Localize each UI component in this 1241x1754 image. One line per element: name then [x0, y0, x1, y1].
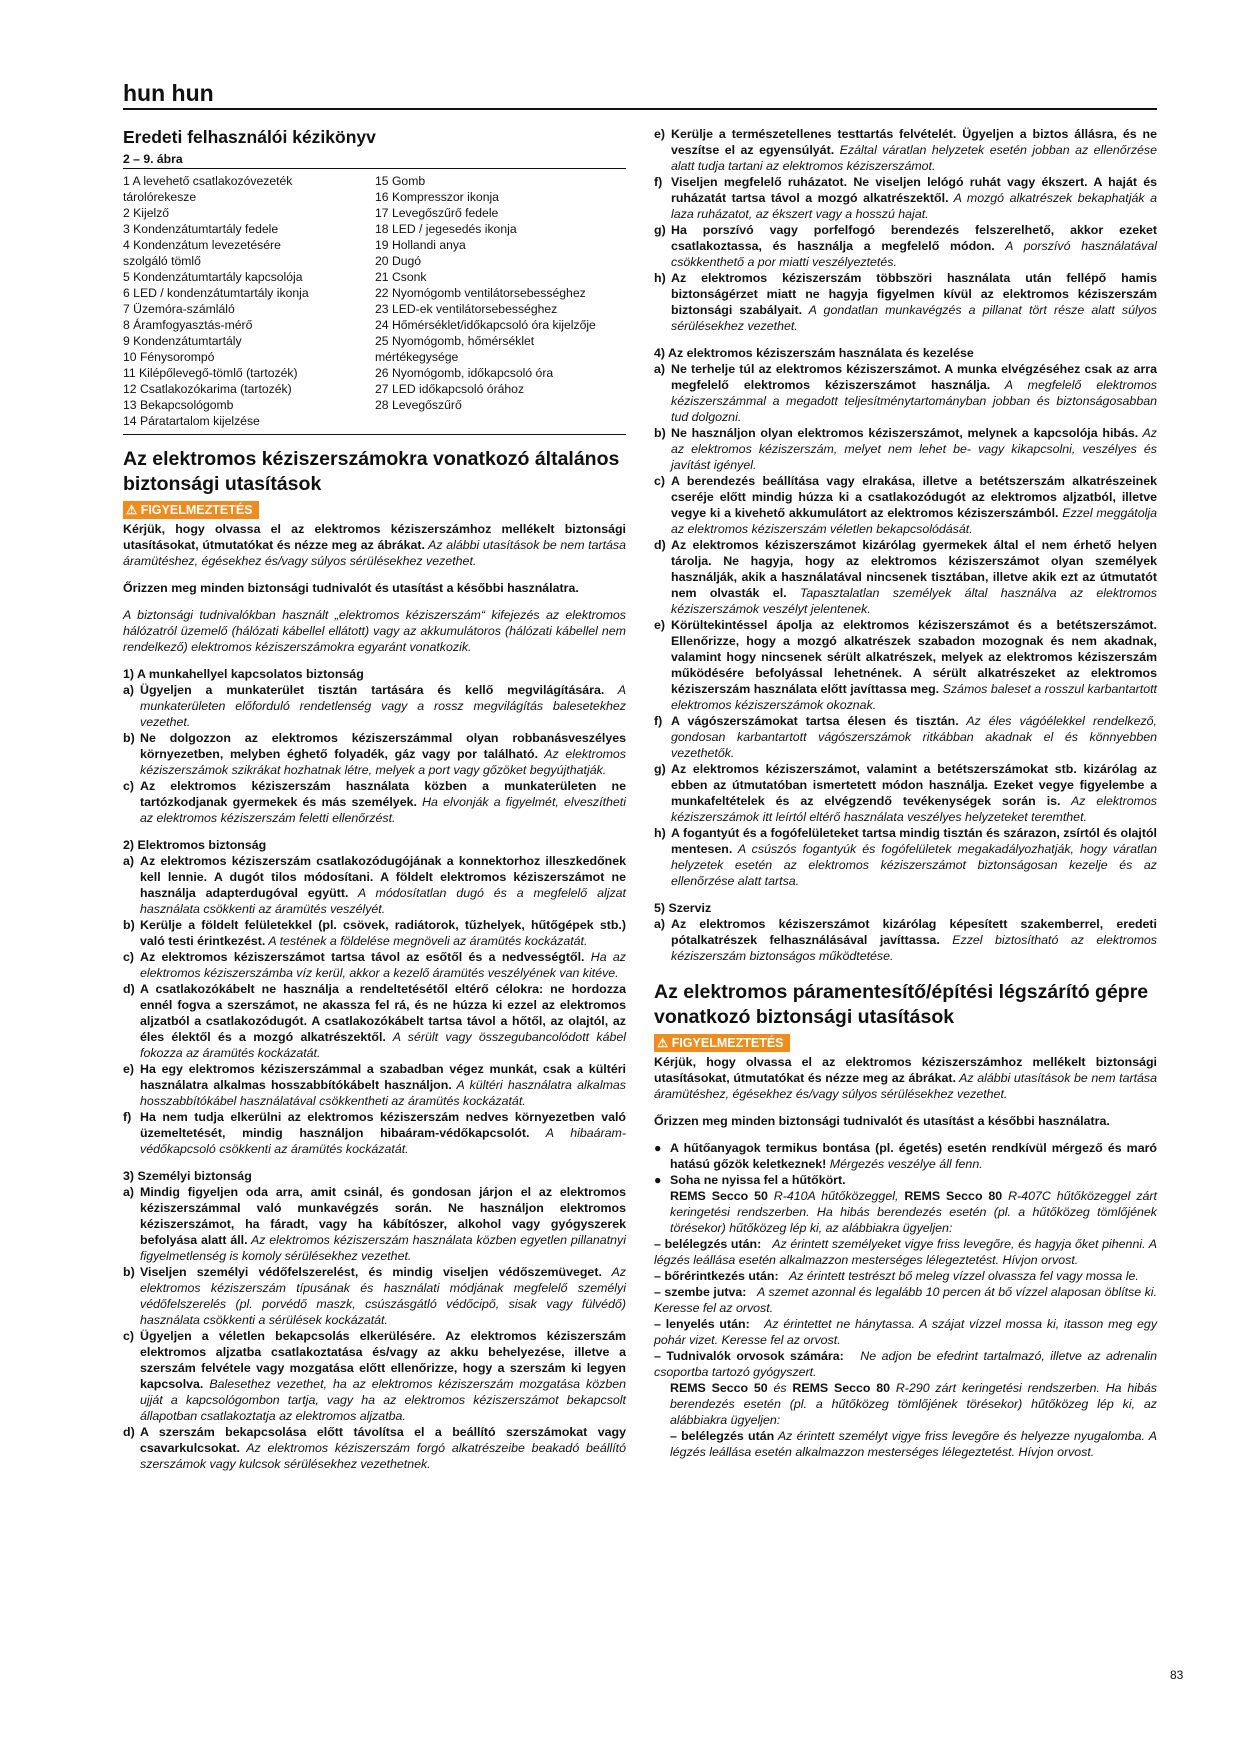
- dash-bold: – bőrérintkezés után:: [654, 1269, 779, 1283]
- rule-bold: A vágószerszámokat tartsa élesen és tisztán.: [671, 714, 959, 728]
- legend-item: 19 Hollandi anya: [375, 238, 466, 252]
- refrigerant-paragraph: [654, 1188, 1157, 1236]
- bullet-italic: Mérgezés veszélye áll fenn.: [826, 1157, 983, 1171]
- rule-italic: Tapasztalatlan személyek által használva az elektromos kéziszerszámok veszélyt jelentenek.: [671, 586, 1158, 616]
- header-language: hun hun: [123, 80, 214, 106]
- letter: a): [123, 683, 135, 697]
- first-aid-eyes: [654, 1284, 1157, 1316]
- rule-4h: [654, 825, 1157, 889]
- legend-item: 28 Levegőszűrő: [375, 398, 462, 412]
- legend-item: 2 Kijelző: [123, 206, 170, 220]
- rule-bold: A csatlakozókábelt ne használja a rendeltetésétől eltérő célokra: ne hordozza ennél fogva a szerszámot, ne akassza fel rá, és ne húzza ki ezzel az elektromos aljzatból a csatlakozódugót. A csatlakozókábelt tartsa távol a hőtől, az olajtól, az éles élektől és a mozgó alkatrészektől.: [140, 982, 626, 1044]
- rule-italic: Az elektromos kéziszerszám típusának és használati módjának megfelelő személyi védőfelszerelés (pl. porvédő maszk, csúszásgátló védőcipő, sisak vagy fülvédő) használata csökkenti a sérülések kockázatát.: [140, 1265, 626, 1327]
- legend-item: 25 Nyomógomb, hőmérséklet: [375, 334, 535, 348]
- refrigerant-80: R-407C hűtőközeggel zárt keringetési rendszerben. Ha hibás berendezés esetén (pl. a hűtőközeg tömlőjének törésekor) hűtőközeg lép ki, az alábbiakra ügyeljen:: [670, 1189, 1157, 1235]
- legend-item: mértékegysége: [375, 350, 459, 364]
- letter: d): [123, 982, 135, 996]
- rule-4a: [654, 361, 1157, 425]
- rule-italic: Ha az elektromos kéziszerszámba víz kerül, akkor a kezelő áramütés veszélyének van kitéve.: [140, 950, 626, 980]
- rule-2d: [123, 981, 626, 1061]
- rule-bold: Ne használjon olyan elektromos kéziszerszámot, melynek a kapcsolója hibás.: [671, 426, 1139, 440]
- rule-italic: Ezáltal váratlan helyzetek esetén jobban az ellenőrzése alatt tudja tartani az elektromos kéziszerszámot.: [671, 143, 1157, 173]
- left-column: [123, 126, 626, 1472]
- rule-italic: A megfelelő elektromos kéziszerszámmal a megadott teljesítménytartományban jobban és biztonságosabban tud dolgozni.: [671, 378, 1157, 424]
- legend: [123, 173, 626, 435]
- legend-item: 20 Dugó: [375, 254, 422, 268]
- legend-item: tárolórekesze: [123, 190, 197, 204]
- figure-reference: 2 – 9. ábra: [123, 151, 626, 169]
- legend-item: 15 Gomb: [375, 174, 426, 188]
- rule-italic: A testének a földelése megnöveli az áramütés kockázatát.: [265, 934, 588, 948]
- rule-bold: Ne terhelje túl az elektromos kéziszerszámot. A munka elvégzéséhez csak az arra megfelelő elektromos kéziszerszámot használja.: [671, 362, 1157, 392]
- letter: f): [654, 175, 663, 189]
- legend-item: 24 Hőmérséklet/időkapcsoló óra kijelzője: [375, 318, 596, 332]
- model-80: REMS Secco 80: [792, 1381, 891, 1395]
- section-5-title: 5) Szerviz: [654, 901, 712, 915]
- rule-italic: Az elektromos kéziszerszámok itt leírtól eltérő használata veszélyes helyzeteket teremthet.: [671, 794, 1157, 824]
- rule-italic: A hibaáram-védőkapcsoló csökkenti az áramütés kockázatát.: [140, 1126, 626, 1156]
- bullet-2: [654, 1172, 1157, 1188]
- warning-badge-2: ⚠ FIGYELMEZTETÉS: [654, 1034, 790, 1052]
- keep-instructions: Őrizzen meg minden biztonsági tudnivalót és utasítást a későbbi használatra.: [123, 581, 579, 595]
- rule-bold: Az elektromos kéziszerszám többszöri használata után fellépő hamis biztonságérzet miatt ne hagyja figyelmen kívül az elektromos kéziszerszám biztonsági szabályait.: [671, 271, 1157, 317]
- general-safety-heading: Az elektromos kéziszerszámokra vonatkozó általános biztonsági utasítások: [123, 448, 620, 495]
- rule-bold: Kerülje a természetellenes testtartás felvételét. Ügyeljen a biztos állásra, és ne veszítse el az egyensúlyát.: [671, 127, 1157, 157]
- letter: h): [654, 826, 666, 840]
- rule-3a: [123, 1184, 626, 1264]
- rule-3e: [654, 126, 1157, 174]
- warning-label-2: FIGYELMEZTETÉS: [671, 1036, 784, 1050]
- model-50: REMS Secco 50: [670, 1189, 768, 1203]
- rule-italic: A mozgó alkatrészek bekaphatják a laza ruházatot, az ékszert vagy a hosszú hajat.: [671, 191, 1157, 221]
- rule-2b: [123, 917, 626, 949]
- legend-item: 17 Levegőszűrő fedele: [375, 206, 499, 220]
- conjunction: és: [767, 1381, 793, 1395]
- letter: c): [123, 779, 135, 793]
- letter: d): [654, 538, 666, 552]
- rule-italic: Az az elektromos kéziszerszám, melyet nem lehet be- vagy kikapcsolni, veszélyes és javítást igényel.: [671, 426, 1157, 472]
- rule-bold: Az elektromos kéziszerszám csatlakozódugójának a konnektorhoz illeszkedőnek kell lennie. A dugót tilos módosítani. A földelt elektromos kéziszerszámot ne használja adapterdugóval együtt.: [140, 854, 626, 900]
- dash-bold: – szembe jutva:: [654, 1285, 747, 1299]
- letter: c): [123, 1329, 135, 1343]
- rule-bold: Ügyeljen a munkaterület tisztán tartására és kellő megvilágítására.: [140, 683, 605, 697]
- rule-italic: Számos baleset a rosszul karbantartott elektromos kéziszerszámok okoznak.: [671, 682, 1157, 712]
- dash-italic: A szemet azonnal és legalább 10 percen át bő vízzel alaposan öblítse ki. Keresse fel az orvost.: [654, 1285, 1158, 1315]
- rule-bold: Viseljen megfelelő ruházatot. Ne viseljen lelógó ruhát vagy ékszert. A haját és ruházatát tartsa távol a mozgó alkatrészektől.: [671, 175, 1157, 205]
- legend-item: 1 A levehető csatlakozóvezeték: [123, 174, 293, 188]
- page-header: [123, 78, 1157, 110]
- rule-bold: Az elektromos kéziszerszámot tartsa távol az esőtől és a nedvességtől.: [140, 950, 585, 964]
- legend-item: 4 Kondenzátum levezetésére: [123, 238, 281, 252]
- rule-bold: Az elektromos kéziszerszámot kizárólag képesített szakemberrel, eredeti pótalkatrészek felhasználásával javíttassa.: [671, 917, 1157, 947]
- rule-bold: Az elektromos kéziszerszámot, valamint a betétszerszámokat stb. kizárólag az ebben az útmutatóban ismertetett módon használja. Ezeket vegye figyelembe a munkafeltételek és az elvégzendő tevékenységek során is.: [671, 762, 1157, 808]
- rule-italic: Ezzel biztosítható az elektromos kéziszerszám biztonságos működtetése.: [671, 933, 1157, 963]
- legend-item: 27 LED időkapcsoló órához: [375, 382, 525, 396]
- doctor-notes: [654, 1348, 1157, 1380]
- letter: b): [654, 426, 666, 440]
- dehumidifier-safety-heading: Az elektromos páramentesítő/építési légszárító gépre vonatkozó biztonsági utasítások: [654, 981, 1149, 1028]
- letter: e): [654, 127, 666, 141]
- dash-bold: – lenyelés után:: [654, 1317, 750, 1331]
- first-aid-swallow: [654, 1316, 1157, 1348]
- rule-1c: [123, 778, 626, 826]
- model-80: REMS Secco 80: [904, 1189, 1003, 1203]
- letter: d): [123, 1425, 135, 1439]
- legend-item: 22 Nyomógomb ventilátorsebességhez: [375, 286, 586, 300]
- rule-2e: [123, 1061, 626, 1109]
- letter: h): [654, 271, 666, 285]
- bullet-bold: A hűtőanyagok termikus bontása (pl. égetés) esetén rendkívül mérgező és maró hatású gőzök keletkeznek!: [670, 1141, 1157, 1171]
- letter: f): [123, 1110, 132, 1124]
- section-1-title: 1) A munkahellyel kapcsolatos biztonság: [123, 667, 364, 681]
- rule-bold: Ha egy elektromos kéziszerszámmal a szabadban végez munkát, csak a kültéri használatra alkalmas hosszabbítókábelt használjon.: [140, 1062, 626, 1092]
- letter: a): [654, 362, 666, 376]
- legend-item: 16 Kompresszor ikonja: [375, 190, 499, 204]
- legend-item: 6 LED / kondenzátumtartály ikonja: [123, 286, 309, 300]
- first-aid-inhalation-2: [654, 1428, 1157, 1460]
- intro-paragraph-2: [654, 1054, 1157, 1102]
- refrigerant-50: R-410A hűtőközeggel,: [767, 1189, 905, 1203]
- rule-3c: [123, 1328, 626, 1424]
- right-column: [654, 126, 1157, 1460]
- letter: c): [123, 950, 135, 964]
- letter: e): [123, 1062, 135, 1076]
- definition-paragraph: A biztonsági tudnivalókban használt „elektromos kéziszerszám“ kifejezés az elektromos hálózatról üzemelő (hálózati kábellel ellátott) vagy az akkumulátoros (hálózati kábellel nem rendelkező) elektromos kéziszerszámokra egyaránt vonatkozik.: [123, 608, 626, 654]
- rule-4g: [654, 761, 1157, 825]
- legend-item: 5 Kondenzátumtartály kapcsolója: [123, 270, 303, 284]
- legend-item: 7 Üzemóra-számláló: [123, 302, 235, 316]
- legend-item: 14 Páratartalom kijelzése: [123, 414, 260, 428]
- legend-right: [375, 173, 626, 429]
- intro-bold: Kérjük, hogy olvassa el az elektromos kéziszerszámhoz mellékelt biztonsági utasításokat, útmutatókat és nézze meg az ábrákat.: [654, 1055, 1157, 1085]
- letter: b): [123, 731, 135, 745]
- legend-item: 11 Kilépőlevegő-tömlő (tartozék): [123, 366, 298, 380]
- rule-italic: A sérült vagy összegubancolódott kábel fokozza az áramütés kockázatát.: [140, 1030, 627, 1060]
- bullet-bold: Soha ne nyissa fel a hűtőkört.: [670, 1173, 846, 1187]
- rule-italic: A kültéri használatra alkalmas hosszabbítókábel használatával csökkentheti az áramütés kockázatát.: [140, 1078, 626, 1108]
- legend-item: 8 Áramfogyasztás-mérő: [123, 318, 253, 332]
- letter: a): [123, 854, 135, 868]
- letter: b): [123, 918, 135, 932]
- dash-italic: Ne adjon be efedrint tartalmazó, illetve az adrenalin csoportba tartozó gyógyszert.: [654, 1349, 1157, 1379]
- rule-4c: [654, 473, 1157, 537]
- legend-item: 26 Nyomógomb, időkapcsoló óra: [375, 366, 554, 380]
- dash-bold: – belélegzés után:: [654, 1237, 762, 1251]
- rule-italic: Az elektromos kéziszerszám használata közben egyetlen pillanatnyi figyelmetlenség is komoly sérülésekhez vezethet.: [140, 1233, 626, 1263]
- warning-badge: ⚠ FIGYELMEZTETÉS: [123, 501, 259, 519]
- legend-item: szolgáló tömlő: [123, 254, 201, 268]
- rule-bold: Az elektromos kéziszerszámot kizárólag gyermekek által el nem érhető helyen tárolja. Ne hagyja, hogy az elektromos kéziszerszámot olyan személyek használják, akik a használatával nincsenek tisztában, illetve akik ezt az útmutatót nem olvasták el.: [671, 538, 1157, 600]
- rule-2a: [123, 853, 626, 917]
- rule-3h: [654, 270, 1157, 334]
- dash-italic: Az érintett személyt vigye friss levegőre és helyezze nyugalomba. A légzés leállása esetén alkalmazzon mesterséges lélegeztetést. Hívjon orvost.: [670, 1429, 1157, 1459]
- rule-italic: A porszívó használatával csökkenthető a por miatti veszélyeztetés.: [671, 239, 1157, 269]
- keep-instructions-2: Őrizzen meg minden biztonsági tudnivalót és utasítást a későbbi használatra.: [654, 1114, 1110, 1128]
- letter: g): [654, 223, 666, 237]
- rule-bold: Az elektromos kéziszerszám használata közben a munkaterületen ne tartózkodjanak gyermekek és más személyek.: [140, 779, 626, 809]
- legend-item: 13 Bekapcsológomb: [123, 398, 234, 412]
- rule-bold: Kerülje a földelt felületekkel (pl. csövek, radiátorok, tűzhelyek, hűtőgépek stb.) való testi érintkezést.: [140, 918, 626, 948]
- rule-3f: [654, 174, 1157, 222]
- bullet-1: [654, 1140, 1157, 1172]
- rule-italic: Az elektromos kéziszerszám forgó alkatrészeibe beakadó beállító szerszámok vagy kulcsok sérülésekhez vezethetnek.: [140, 1441, 626, 1471]
- legend-item: 12 Csatlakozókarima (tartozék): [123, 382, 292, 396]
- rule-bold: Mindig figyeljen oda arra, amit csinál, és gondosan járjon el az elektromos kéziszerszámmal való munkavégzés során. Ne használjon elektromos kéziszerszámot, ha fáradt, vagy ha kábítószer, alkohol vagy gyógyszerek befolyása alatt áll.: [140, 1185, 626, 1247]
- rule-bold: Ne dolgozzon az elektromos kéziszerszámmal olyan robbanásveszélyes környezetben, melyben éghető folyadék, gáz vagy por található.: [140, 731, 626, 761]
- rule-3b: [123, 1264, 626, 1328]
- bullet-icon: ●: [654, 1173, 662, 1187]
- section-4-title: 4) Az elektromos kéziszerszám használata és kezelése: [654, 346, 974, 360]
- section-3-title: 3) Személyi biztonság: [123, 1169, 252, 1183]
- rule-4b: [654, 425, 1157, 473]
- letter: c): [654, 474, 666, 488]
- section-2-title: 2) Elektromos biztonság: [123, 838, 267, 852]
- legend-item: 3 Kondenzátumtartály fedele: [123, 222, 279, 236]
- model-50: REMS Secco 50: [670, 1381, 768, 1395]
- rule-bold: A fogantyút és a fogófelületeket tartsa mindig tisztán és szárazon, zsírtól és olajtól mentesen.: [671, 826, 1157, 856]
- rule-5a: [654, 916, 1157, 964]
- warning-label: FIGYELMEZTETÉS: [140, 503, 253, 517]
- rule-italic: A gondatlan munkavégzés a pillanat tört része alatt súlyos sérülésekhez vezethet.: [671, 303, 1157, 333]
- rule-bold: Körültekintéssel ápolja az elektromos kéziszerszámot és a betétszerszámot. Ellenőrizze, hogy a mozgó alkatrészek szabadon mozognak és nem akadnak, valamint hogy nincsenek sérült alkatrészek, melyek az elektromos kéziszerszám működésére befolyással lehetnének. A sérült alkatrészeket az elektromos kéziszerszám használata előtt javíttassa meg.: [671, 618, 1157, 696]
- rule-3g: [654, 222, 1157, 270]
- intro-italic: Az alábbi utasítások be nem tartása áramütéshez, égésekhez és/vagy súlyos sérülésekhez vezethet.: [654, 1071, 1158, 1101]
- legend-item: 9 Kondenzátumtartály: [123, 334, 242, 348]
- rule-italic: A módosítatlan dugó és a megfelelő aljzat használata csökkenti az áramütés veszélyét.: [140, 886, 626, 916]
- rule-bold: Ügyeljen a véletlen bekapcsolás elkerülésére. Az elektromos kéziszerszám elektromos aljzatba csatlakoztatása és/vagy az akku behelyezése, illetve a szerszám felvétele vagy mozgatása előtt ellenőrizze, hogy a szerszám ki legyen kapcsolva.: [140, 1329, 626, 1391]
- letter: b): [123, 1265, 135, 1279]
- rule-4d: [654, 537, 1157, 617]
- intro-paragraph: [123, 521, 626, 569]
- manual-title: Eredeti felhasználói kézikönyv: [123, 127, 376, 147]
- rule-4e: [654, 617, 1157, 713]
- intro-bold: Kérjük, hogy olvassa el az elektromos kéziszerszámhoz mellékelt biztonsági utasításokat, útmutatókat és nézze meg az ábrákat.: [123, 522, 626, 552]
- rule-italic: Ha elvonják a figyelmét, elveszítheti az elektromos kéziszerszám feletti ellenőrzést.: [140, 795, 626, 825]
- rule-bold: A szerszám bekapcsolása előtt távolítsa el a beállító szerszámokat vagy csavarkulcsokat.: [140, 1425, 626, 1455]
- rule-italic: A csúszós fogantyúk és fogófelületek megakadályozhatják, hogy váratlan helyzetek esetén az elektromos kéziszerszámot biztonságosan kezelje és az ellenőrzése alatt tartsa.: [671, 842, 1157, 888]
- legend-item: 21 Csonk: [375, 270, 427, 284]
- legend-left: [123, 173, 375, 429]
- dash-italic: Az érintett testrészt bő meleg vízzel olvassza fel vagy mossa le.: [788, 1269, 1139, 1283]
- letter: g): [654, 762, 666, 776]
- rule-3d: [123, 1424, 626, 1472]
- dash-italic: Az érintett személyeket vigye friss levegőre, és hagyja őket pihenni. A légzés leállása esetén alkalmazzon mesterséges lélegeztetést. Hívjon orvost.: [654, 1237, 1158, 1267]
- intro-italic: Az alábbi utasítások be nem tartása áramütéshez, égésekhez és/vagy súlyos sérülésekhez vezethet.: [123, 538, 627, 568]
- dash-bold: – Tudnivalók orvosok számára:: [654, 1349, 844, 1363]
- rule-italic: Az elektromos kéziszerszámok szikrákat hozhatnak létre, melyek a port vagy gőzöket begyújthatják.: [140, 747, 626, 777]
- legend-item: 18 LED / jegesedés ikonja: [375, 222, 517, 236]
- rule-bold: Ha nem tudja elkerülni az elektromos kéziszerszám nedves környezetben való üzemeltetését, mindig használjon hibaáram-védőkapcsolót.: [140, 1110, 626, 1140]
- rule-1b: [123, 730, 626, 778]
- rule-bold: A berendezés beállítása vagy elrakása, illetve a betétszerszám alkatrészeinek cseréje előtt mindig húzza ki a csatlakozódugót az elektromos aljzatból, illetve vegye ki a kivehető akkumulátort az elektromos kéziszerszámból.: [671, 474, 1157, 520]
- dash-italic: Az érintettet ne hánytassa. A szájat vízzel mossa ki, itasson meg egy pohár vizet. Keresse fel az orvost.: [654, 1317, 1158, 1347]
- rule-italic: Balesethez vezethet, ha az elektromos kéziszerszám mozgatása közben ujját a kapcsológombon tartja, vagy ha az elektromos kéziszerszámot bekapcsolt állapotban csatlakoztatja az elektromos aljzatba.: [140, 1377, 626, 1423]
- letter: f): [654, 714, 663, 728]
- rule-bold: Viseljen személyi védőfelszerelést, és mindig viseljen védőszemüveget.: [140, 1265, 602, 1279]
- r290-text: R-290 zárt keringetési rendszerben. Ha hibás berendezés esetén (pl. a hűtőközeg tömlőjének törésekor) hűtőközeg lép ki, az alábbiakra ügyeljen:: [670, 1381, 1157, 1427]
- first-aid-inhalation: [654, 1236, 1157, 1268]
- rule-italic: Ezzel meggátolja az elektromos kéziszerszám véletlen bekapcsolódását.: [671, 506, 1157, 536]
- rule-italic: A munkaterületen előforduló rendetlenség vagy a rossz megvilágítás balesetekhez vezethet.: [140, 683, 626, 729]
- legend-item: 10 Fénysorompó: [123, 350, 215, 364]
- rule-4f: [654, 713, 1157, 761]
- letter: a): [123, 1185, 135, 1199]
- rule-2f: [123, 1109, 626, 1157]
- dash-bold: – belélegzés után: [670, 1429, 775, 1443]
- letter: a): [654, 917, 666, 931]
- rule-bold: Ha porszívó vagy porfelfogó berendezés felszerelhető, akkor ezeket csatlakoztassa, és használja a megfelelő módon.: [671, 223, 1157, 253]
- r290-paragraph: [654, 1380, 1157, 1428]
- rule-2c: [123, 949, 626, 981]
- rule-1a: [123, 682, 626, 730]
- rule-italic: Az éles vágóélekkel rendelkező, gondosan karbantartott vágószerszámok ritkábban akadnak el és könnyebben vezethetők.: [671, 714, 1157, 760]
- letter: e): [654, 618, 666, 632]
- page-number: 83: [1170, 1668, 1184, 1682]
- bullet-icon: ●: [654, 1141, 662, 1155]
- first-aid-skin: [654, 1268, 1157, 1284]
- legend-item: 23 LED-ek ventilátorsebességhez: [375, 302, 558, 316]
